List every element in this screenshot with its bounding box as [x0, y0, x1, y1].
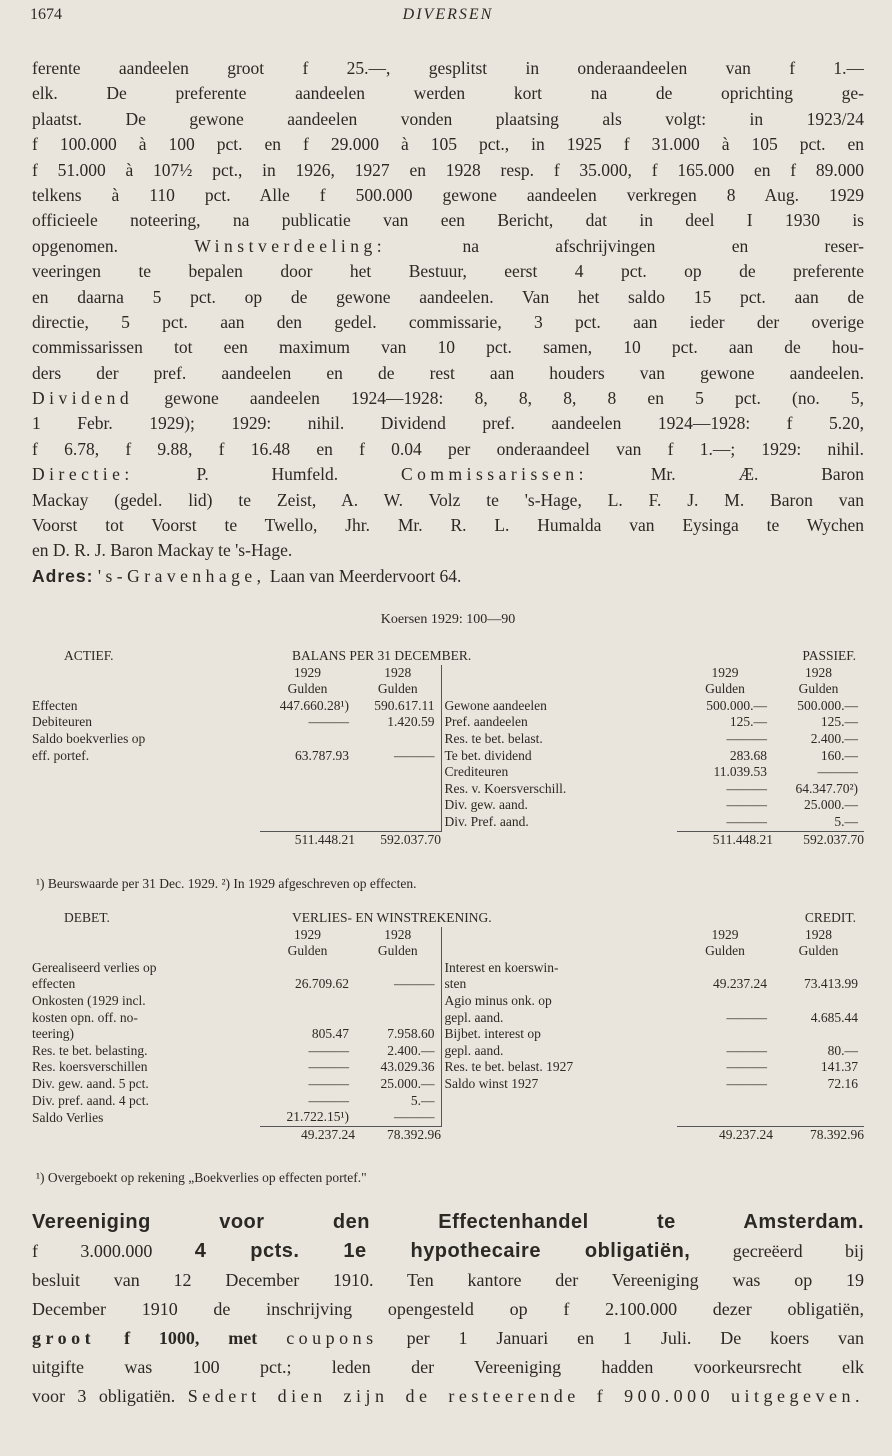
cell-value [355, 993, 441, 1010]
document-page [32, 0, 864, 1456]
row-label: Gerealiseerd verlies op [32, 959, 157, 975]
text-line [32, 386, 864, 411]
balance-title: BALANS PER 31 DECEMBER. [292, 648, 472, 663]
table-row [32, 748, 864, 765]
cell-value: 125.— [729, 714, 767, 730]
text-fragment: opgenomen. [32, 235, 119, 256]
cell-value: 25.000.— [380, 1075, 435, 1091]
cell-value: ——— [726, 1009, 767, 1025]
total-value: 78.392.96 [773, 1126, 864, 1143]
dividend-label: Dividend [32, 388, 134, 409]
cell-value [355, 764, 441, 781]
row-label [441, 1109, 677, 1126]
winst-text: na afschrijvingen en reser- [462, 235, 864, 256]
table-row [32, 960, 864, 977]
table-row [32, 797, 864, 814]
text-line: commissarissen tot een maximum van 10 pct. samen, 10 pct. aan de hou- [32, 337, 864, 358]
row-label: Effecten [32, 697, 78, 713]
cell-value: 43.029.36 [380, 1059, 435, 1075]
text-line [32, 462, 864, 487]
cell-value: 2.400.— [810, 730, 858, 746]
total-value: 78.392.96 [355, 1126, 441, 1143]
cell-value: ——— [394, 747, 435, 763]
cell-value [260, 814, 355, 831]
total-value: 49.237.24 [260, 1126, 355, 1143]
row-label: Div. pref. aand. 4 pct. [32, 1092, 149, 1108]
cell-value: 590.617.11 [374, 697, 435, 713]
row-label: Div. gew. aand. [441, 797, 677, 814]
unit-header: Gulden [287, 943, 328, 959]
cell-value: 26.709.62 [295, 976, 349, 992]
cell-value [355, 1010, 441, 1027]
text-line: en D. R. J. Baron Mackay te 's-Hage. [32, 540, 293, 561]
cell-value: ——— [308, 1075, 349, 1091]
cell-value [773, 1026, 864, 1043]
table-title-row [32, 910, 864, 927]
row-label [32, 797, 260, 814]
cell-value: 125.— [820, 714, 858, 730]
text-line [32, 1324, 864, 1353]
row-label: Div. gew. aand. 5 pct. [32, 1075, 149, 1091]
row-label: Crediteuren [441, 764, 677, 781]
row-label: Saldo boekverlies op [32, 730, 146, 746]
credit-heading: CREDIT. [804, 910, 856, 925]
table-row [32, 1043, 864, 1060]
running-title: DIVERSEN [402, 6, 494, 23]
year-header: 1929 [711, 664, 739, 680]
unit-header: Gulden [798, 681, 839, 697]
totals-row [32, 1126, 864, 1143]
totals-row [32, 831, 864, 848]
cell-value: ——— [394, 1109, 435, 1125]
text-fragment: groot [32, 1328, 96, 1348]
row-label [32, 764, 260, 781]
cell-value [260, 731, 355, 748]
text-line: Mackay (gedel. lid) te Zeist, A. W. Volz te 's-Hage, L. F. J. M. Baron van [32, 489, 864, 510]
balance-sheet-table [32, 648, 864, 848]
year-row [32, 927, 864, 944]
cell-value [260, 1010, 355, 1027]
cell-value: ——— [308, 1059, 349, 1075]
row-label: Pref. aandeelen [441, 714, 677, 731]
text-line: directie, 5 pct. aan den gedel. commissarie, 3 pct. aan ieder der overige [32, 311, 864, 332]
cell-value: ——— [817, 764, 858, 780]
row-label: gepl. aand. [441, 1010, 677, 1027]
row-label: Agio minus onk. op [441, 993, 677, 1010]
cell-value: ——— [726, 1075, 767, 1091]
table-row [32, 993, 864, 1010]
table-row [32, 1109, 864, 1126]
total-value: 511.448.21 [260, 831, 355, 848]
cell-value [260, 797, 355, 814]
text-line: f 51.000 à 107½ pct., in 1926, 1927 en 1928 resp. f 35.000, f 165.000 en f 89.000 [32, 159, 864, 180]
table-row [32, 781, 864, 798]
cell-value: 72.16 [827, 1075, 858, 1091]
cell-value [355, 731, 441, 748]
text-fragment: voor 3 obligatiën. [32, 1386, 176, 1406]
text-line: Voorst tot Voorst te Twello, Jhr. Mr. R. L. Humalda van Eysinga te Wychen [32, 515, 864, 536]
cell-value [773, 960, 864, 977]
cell-value [355, 797, 441, 814]
unit-row [32, 943, 864, 960]
directie-label: Directie: [32, 464, 134, 485]
cell-value: 63.787.93 [295, 747, 349, 763]
row-label: Div. Pref. aand. [441, 814, 677, 831]
cell-value: ——— [394, 976, 435, 992]
cell-value: 11.039.53 [713, 764, 767, 780]
cell-value: 141.37 [820, 1059, 858, 1075]
row-label: Debiteuren [32, 714, 92, 730]
unit-header: Gulden [705, 681, 745, 697]
commissarissen-text: Mr. Æ. Baron [650, 464, 864, 485]
table-row [32, 1010, 864, 1027]
cell-value [355, 814, 441, 831]
row-label: Saldo Verlies [32, 1109, 104, 1125]
cell-value: 447.660.28¹) [279, 697, 349, 713]
unit-header: Gulden [377, 681, 418, 697]
directie-text: P. Humfeld. [196, 464, 339, 485]
table-row [32, 731, 864, 748]
cell-value: ——— [726, 797, 767, 813]
cell-value: ——— [726, 730, 767, 746]
profit-loss-footnote: ¹) Overgeboekt op rekening „Boekverlies op effecten portef." [36, 1170, 367, 1185]
year-header: 1928 [805, 664, 832, 680]
profit-loss-table [32, 910, 864, 1143]
row-label: Res. v. Koersverschill. [441, 781, 677, 798]
text-line [32, 1382, 864, 1411]
cell-value: 5.— [410, 1092, 435, 1108]
cell-value [355, 781, 441, 798]
row-label [32, 814, 260, 831]
table-title-row [32, 648, 864, 665]
row-label: Gewone aandeelen [441, 698, 677, 715]
cell-value: ——— [308, 1042, 349, 1058]
winst-label: Winstverdeeling: [194, 235, 387, 256]
row-label: Onkosten (1929 incl. [32, 992, 146, 1008]
cell-value: 25.000.— [804, 797, 858, 813]
cell-value: ——— [726, 1042, 767, 1058]
total-value: 49.237.24 [677, 1126, 773, 1143]
vereeniging-section [32, 1208, 864, 1411]
year-header: 1929 [294, 664, 321, 680]
table-row [32, 814, 864, 831]
year-header: 1929 [294, 926, 321, 942]
cell-value: 80.— [827, 1042, 858, 1058]
table-row [32, 1076, 864, 1093]
cell-value: 283.68 [729, 747, 767, 763]
cell-value: 805.47 [311, 1026, 349, 1042]
row-label: Bijbet. interest op [441, 1026, 677, 1043]
cell-value [260, 764, 355, 781]
text-fragment: gecreëerd bij [732, 1241, 864, 1261]
text-line: December 1910 de inschrijving opengesteld op f 2.100.000 dezer obligatiën, [32, 1299, 864, 1319]
row-label: sten [441, 976, 677, 993]
cell-value: ——— [726, 780, 767, 796]
total-value: 592.037.70 [355, 831, 441, 848]
cell-value: ——— [308, 1092, 349, 1108]
cell-value [677, 1093, 773, 1110]
row-label: eff. portef. [32, 747, 90, 763]
year-row [32, 665, 864, 682]
cell-value: 500.000.— [797, 697, 858, 713]
table-row [32, 976, 864, 993]
cell-value: 1.420.59 [387, 714, 435, 730]
cell-value [677, 960, 773, 977]
obligation-title: 4 pcts. 1e hypothecaire obligatiën, [194, 1240, 691, 1262]
address-label: Adres: [32, 565, 94, 586]
row-label: Interest en koerswin- [441, 960, 677, 977]
actief-heading: ACTIEF. [64, 648, 114, 663]
unit-header: Gulden [287, 681, 328, 697]
unit-header: Gulden [377, 943, 418, 959]
balance-footnote: ¹) Beurswaarde per 31 Dec. 1929. ²) In 1929 afgeschreven op effecten. [36, 876, 417, 891]
row-label: Te bet. dividend [441, 748, 677, 765]
address-line [32, 564, 864, 589]
year-header: 1929 [711, 926, 739, 942]
text-line: f 6.78, f 9.88, f 16.48 en f 0.04 per onderaandeel van f 1.—; 1929: nihil. [32, 438, 864, 459]
cell-value: ——— [726, 813, 767, 829]
text-line: besluit van 12 December 1910. Ten kantore der Vereeniging was op 19 [32, 1270, 864, 1290]
debet-heading: DEBET. [64, 910, 110, 925]
cell-value: ——— [308, 714, 349, 730]
text-line [32, 1237, 864, 1266]
cell-value: 73.413.99 [804, 976, 858, 992]
cell-value [260, 993, 355, 1010]
text-line: telkens à 110 pct. Alle f 500.000 gewone aandeelen verkregen 8 Aug. 1929 [32, 184, 864, 205]
row-label: Res. te bet. belasting. [32, 1042, 148, 1058]
cell-value: 21.722.15¹) [286, 1109, 349, 1125]
passief-heading: PASSIEF. [802, 648, 856, 663]
row-label: gepl. aand. [441, 1043, 677, 1060]
cell-value [773, 1109, 864, 1126]
year-header: 1928 [805, 926, 832, 942]
table-row [32, 1059, 864, 1076]
text-line [32, 234, 864, 259]
text-line: veeringen te bepalen door het Bestuur, eerst 4 pct. op de preferente [32, 261, 864, 282]
table-row [32, 714, 864, 731]
cell-value [677, 993, 773, 1010]
koersen-line: Koersen 1929: 100—90 [380, 612, 516, 627]
section-title-line [32, 1208, 864, 1237]
commissarissen-label: Commissarissen: [400, 464, 589, 485]
profit-loss-title: VERLIES- EN WINSTREKENING. [292, 910, 492, 925]
amount: f 3.000.000 [32, 1241, 153, 1261]
cell-value [677, 1109, 773, 1126]
cell-value [677, 1026, 773, 1043]
cell-value: 160.— [820, 747, 858, 763]
text-line: plaatst. De gewone aandeelen vonden plaatsing als volgt: in 1923/24 [32, 108, 864, 129]
row-label: kosten opn. off. no- [32, 1009, 138, 1025]
cell-value [773, 993, 864, 1010]
dividend-text: gewone aandeelen 1924—1928: 8, 8, 8, 8 en 5 pct. (no. 5, [164, 388, 864, 409]
text-line: ferente aandeelen groot f 25.—, gesplitst in onderaandeelen van f 1.— [32, 58, 864, 78]
table-row [32, 698, 864, 715]
total-value: 592.037.70 [773, 831, 864, 848]
text-fragment: per 1 Januari en 1 Juli. De koers van [406, 1328, 864, 1348]
vereeniging-title: Vereeniging voor den Effectenhandel te Amsterdam. [32, 1211, 864, 1233]
year-header: 1928 [384, 926, 412, 942]
table-row [32, 1026, 864, 1043]
cell-value: 7.958.60 [387, 1026, 435, 1042]
row-label: Res. te bet. belast. 1927 [441, 1059, 677, 1076]
row-label [32, 781, 260, 798]
row-label: Res. koersverschillen [32, 1059, 148, 1075]
text-fragment: coupons [286, 1328, 378, 1348]
unit-row [32, 681, 864, 698]
text-fragment: Sedert dien zijn de resteerende f 900.000 uitgegeven. [187, 1386, 864, 1406]
cell-value [773, 1093, 864, 1110]
address-street: Laan van Meerdervoort 64. [269, 565, 462, 586]
row-label: effecten [32, 976, 76, 992]
table-row [32, 764, 864, 781]
cell-value: 49.237.24 [713, 976, 767, 992]
cell-value: 4.685.44 [810, 1009, 858, 1025]
unit-header: Gulden [798, 943, 839, 959]
page-number: 1674 [30, 6, 62, 23]
total-value: 511.448.21 [677, 831, 773, 848]
text-line: f 100.000 à 100 pct. en f 29.000 à 105 pct., in 1925 f 31.000 à 105 pct. en [32, 134, 864, 155]
text-line: 1 Febr. 1929); 1929: nihil. Dividend pref. aandeelen 1924—1928: f 5.20, [32, 413, 864, 434]
text-line: ders der pref. aandeelen en de rest aan houders van gewone aandeelen. [32, 362, 864, 383]
text-line: en daarna 5 pct. op de gewone aandeelen. Van het saldo 15 pct. aan de [32, 286, 864, 307]
cell-value [355, 960, 441, 977]
text-fragment: f 1000, met [124, 1328, 258, 1348]
cell-value: 2.400.— [387, 1042, 435, 1058]
row-label [441, 1093, 677, 1110]
cell-value: 500.000.— [706, 697, 767, 713]
table-row [32, 1093, 864, 1110]
row-label: Res. te bet. belast. [441, 731, 677, 748]
text-line: officieele noteering, na publicatie van een Bericht, dat in deel I 1930 is [32, 210, 864, 231]
row-label: teering) [32, 1026, 74, 1042]
text-line: uitgifte was 100 pct.; leden der Vereeniging hadden voorkeursrecht elk [32, 1357, 864, 1377]
cell-value: 64.347.70²) [795, 780, 858, 796]
cell-value: 5.— [834, 813, 858, 829]
cell-value: ——— [726, 1059, 767, 1075]
year-header: 1928 [384, 664, 412, 680]
cell-value [260, 960, 355, 977]
page-header [32, 6, 864, 30]
unit-header: Gulden [705, 943, 745, 959]
cell-value [260, 781, 355, 798]
row-label: Saldo winst 1927 [441, 1076, 677, 1093]
address-city: 's-Gravenhage, [97, 565, 266, 586]
text-line: elk. De preferente aandeelen werden kort na de oprichting ge- [32, 83, 864, 104]
intro-paragraph [32, 56, 864, 589]
